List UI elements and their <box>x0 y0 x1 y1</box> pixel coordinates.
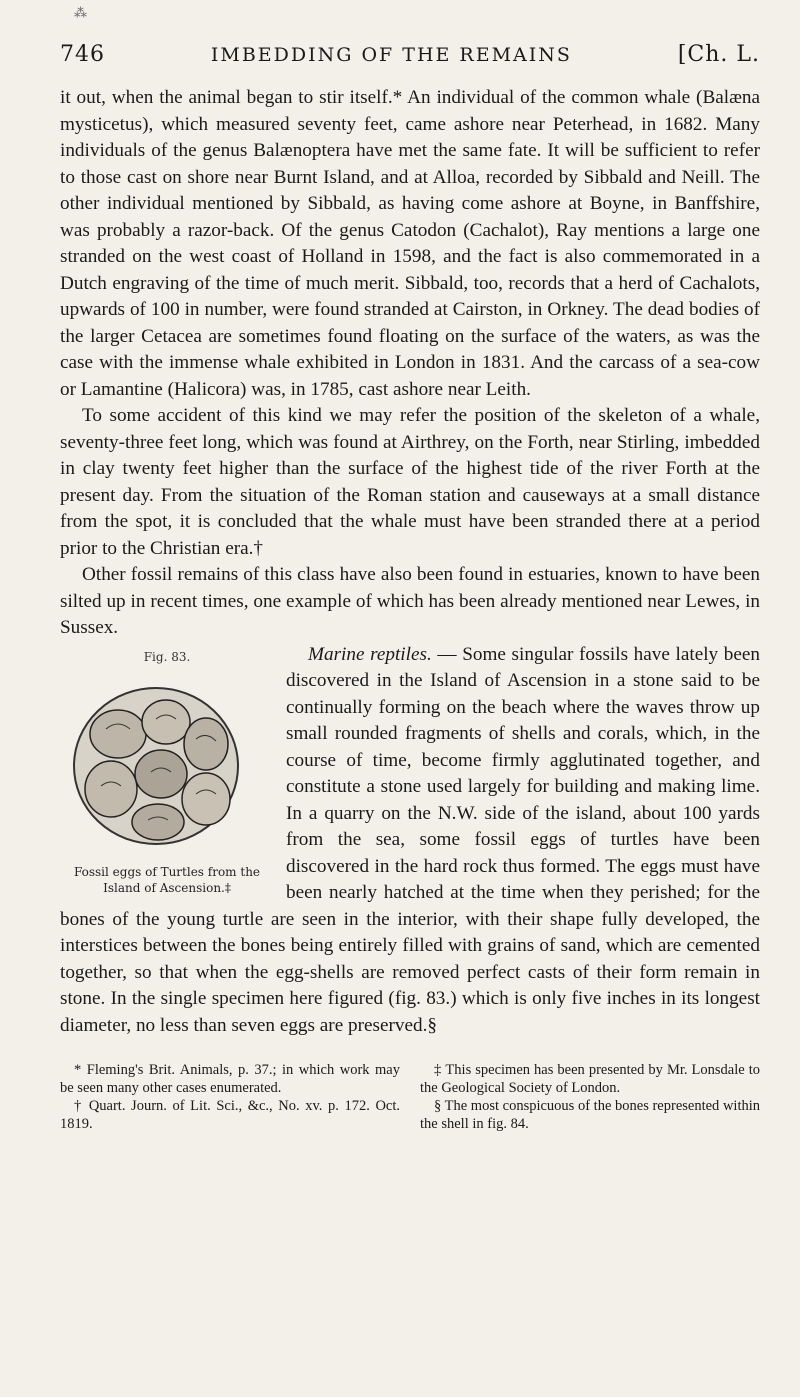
footnote-section: § The most conspicuous of the bones represented within the shell in fig. 84. <box>420 1098 760 1132</box>
running-header <box>60 42 760 67</box>
running-title: IMBEDDING OF THE REMAINS <box>210 44 572 66</box>
figure-label: Fig. 83. <box>143 649 191 664</box>
footnote-dagger: † Quart. Journ. of Lit. Sci., &c., No. xv. p. 172. Oct. 1819. <box>60 1098 400 1132</box>
footnote-star: * Fleming's Brit. Animals, p. 37.; in which work may be seen many other cases enumerated. <box>60 1062 400 1096</box>
marine-reptiles-paragraph <box>60 642 760 1040</box>
footnotes-left <box>60 1061 400 1133</box>
footnotes <box>60 1061 760 1133</box>
footnote-double-dagger: ‡ This specimen has been presented by Mr. Lonsdale to the Geological Society of London. <box>420 1062 760 1096</box>
figure-caption-line-2: Island of Ascension.‡ <box>103 880 231 895</box>
em-dash: — <box>431 643 463 665</box>
footnotes-right <box>420 1061 760 1133</box>
section-heading-marine-reptiles: Marine reptiles. <box>308 643 432 665</box>
ornament: ⁂ <box>74 6 87 21</box>
figure-83 <box>38 642 274 895</box>
paragraph-1: it out, when the animal began to stir itself.* An individual of the common whale (Balæna mysticetus), which measured seventy feet, came ashore near Peterhead, in 1682. Many individuals of the genus Balænoptera have met the same fate. It will be sufficient to refer to those cast on shore near Burnt Island, and at Alloa, recorded by Sibbald and Neill. The other individual mentioned by Sibbald, as having come ashore at Boyne, in Banffshire, was probably a razor-back. Of the genus Catodon (Cachalot), Ray mentions a large one stranded on the west coast of Holland in 1598, and the fact is also commemorated in a Dutch engraving of the time of much merit. Sibbald, too, records that a herd of Cachalots, upwards of 100 in number, were found stranded at Cairston, in Orkney. The dead bodies of the larger Cetacea are sometimes found floating on the surface of the waters, as was the case with the immense whale exhibited in London in 1831. And the carcass of a sea-cow or Lamantine (Halicora) was, in 1785, cast ashore near Leith. <box>60 87 760 400</box>
page-number: 746 <box>60 42 105 67</box>
paragraph-2: To some accident of this kind we may refer the position of the skeleton of a whale, seventy-three feet long, which was found at Airthrey, on the Forth, near Stirling, imbedded in clay twenty feet higher than the surface of the highest tide of the river Forth at the present day. From the situation of the Roman station and causeways at a small distance from the spot, it is concluded that the whale must have been stranded there at a period prior to the Christian era.† <box>60 405 760 559</box>
fossil-eggs-illustration <box>66 674 246 854</box>
paragraph-3: Other fossil remains of this class have also been found in estuaries, known to have been silted up in recent times, one example of which has been already mentioned near Lewes, in Sussex. <box>60 564 760 638</box>
figure-caption-line-1: Fossil eggs of Turtles from the <box>73 864 261 879</box>
page <box>60 42 760 1133</box>
marine-reptiles-text: Some singular fossils have lately been discovered in the Island of Ascension in a stone said to be continually forming on the beach where the waves throw up small rounded fragments of shells and corals, which, in the course of time, become firmly agglutinated together, and constitute a stone used largely for building and making lime. In a quarry on the N.W. side of the island, about 100 yards from the sea, some fossil eggs of turtles have been discovered in the hard rock thus formed. The eggs must have been nearly hatched at the time when they perished; for the bones of the young turtle are seen in the interior, with their shape fully developed, the interstices between the bones being entirely filled with grains of sand, which are cemented together, so that when the egg-shells are removed perfect casts of their form remain in stone. In the single specimen here figured (fig. 83.) which is only five inches in its longest diameter, no less than seven eggs are preserved.§ <box>60 643 761 1036</box>
chapter-label: [Ch. L. <box>677 42 760 67</box>
